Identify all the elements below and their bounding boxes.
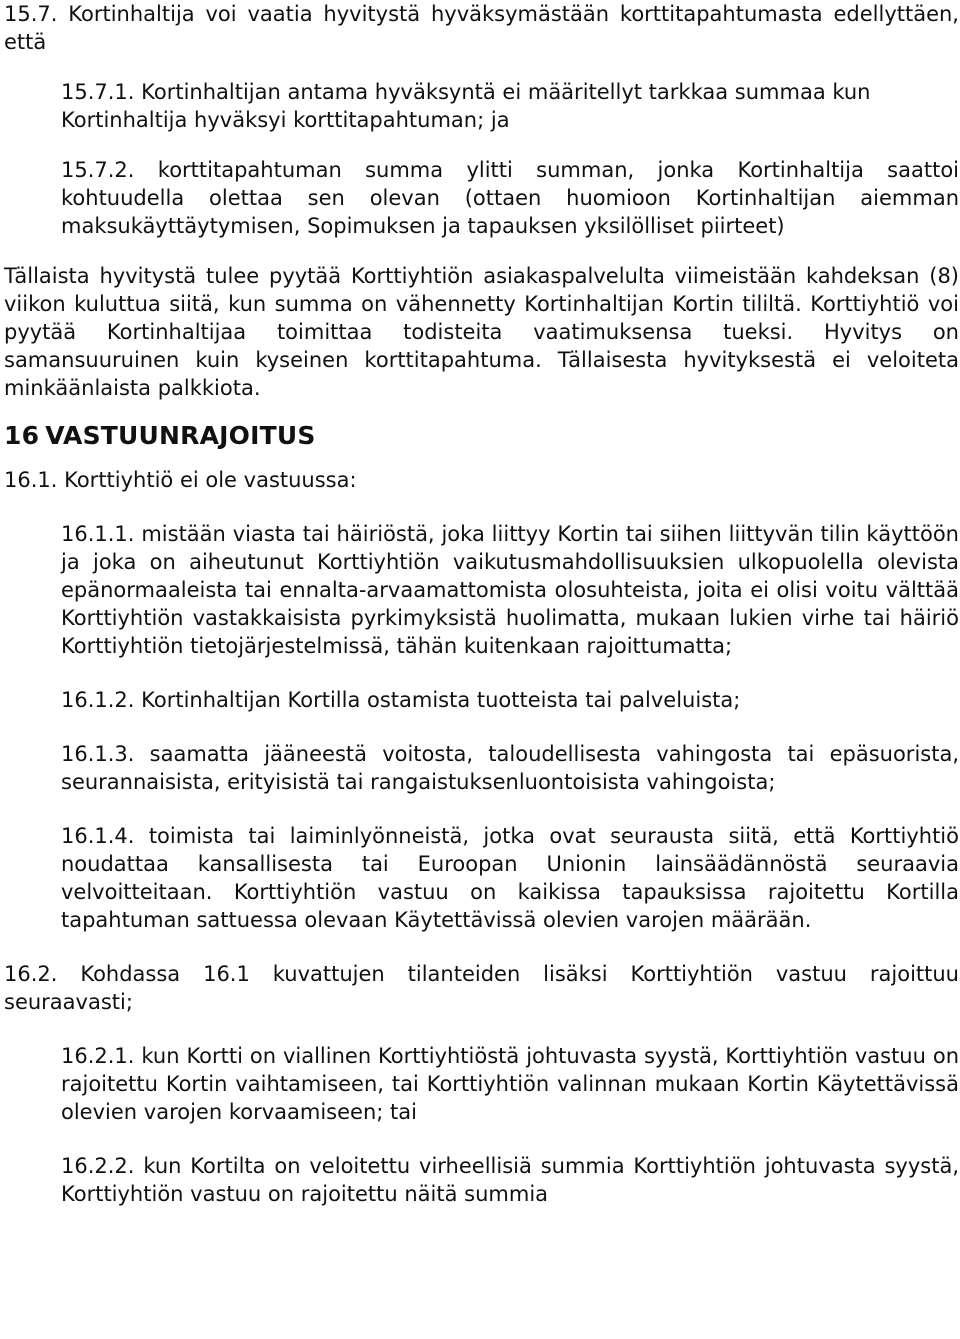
clause-16-2: 16.2. Kohdassa 16.1 kuvattujen tilanteiden lisäksi Korttiyhtiön vastuu rajoittuu seuraavasti; [4, 962, 959, 1014]
refund-request-paragraph: Tällaista hyvitystä tulee pyytää Korttiyhtiön asiakaspalvelulta viimeistään kahdeksan (8) viikon kuluttua siitä, kun summa on vähennetty Kortinhaltijan Kortin tililtä. Korttiyhtiö voi pyytää Kortinhaltijaa toimittaa todisteita vaatimuksensa tueksi. Hyvitys on samansuuruinen kuin kyseinen korttitapahtuma. Tällaisesta hyvityksestä ei veloiteta minkäänlaista palkkiota. [4, 264, 959, 400]
clause-15-7-2: 15.7.2. korttitapahtuman summa ylitti summan, jonka Kortinhaltija saattoi kohtuudella olettaa sen olevan (ottaen huomioon Kortinhaltijan aiemman maksukäyttäytymisen, Sopimuksen ja tapauksen yksilölliset piirteet) [61, 158, 959, 238]
clause-16-2-1: 16.2.1. kun Kortti on viallinen Korttiyhtiöstä johtuvasta syystä, Korttiyhtiön vastuu on rajoitettu Kortin vaihtamiseen, tai Korttiyhtiön valinnan mukaan Kortin Käytettävissä olevien varojen korvaamiseen; tai [61, 1044, 959, 1124]
clause-16-1-2: 16.1.2. Kortinhaltijan Kortilla ostamista tuotteista tai palveluista; [61, 688, 741, 712]
clause-16-1: 16.1. Korttiyhtiö ei ole vastuussa: [4, 468, 357, 492]
section-number: 16 [4, 421, 40, 450]
clause-15-7-1: 15.7.1. Kortinhaltijan antama hyväksyntä ei määritellyt tarkkaa summaa kun Kortinhaltija hyväksyi korttitapahtuman; ja [61, 80, 871, 132]
clause-16-1-1: 16.1.1. mistään viasta tai häiriöstä, joka liittyy Kortin tai siihen liittyvän tilin käyttöön ja joka on aiheutunut Korttiyhtiön vaikutusmahdollisuuksien ulkopuolella olevista epänormaaleista tai ennalta-arvaamattomista olosuhteista, joita ei olisi voitu välttää Korttiyhtiön vastakkaisista pyrkimyksistä huolimatta, mukaan lukien virhe tai häiriö Korttiyhtiön tietojärjestelmissä, tähän kuitenkaan rajoittumatta; [61, 522, 959, 658]
clause-16-1-3: 16.1.3. saamatta jääneestä voitosta, taloudellisesta vahingosta tai epäsuorista, seurannaisista, erityisistä tai rangaistuksenluontoisista vahingoista; [61, 742, 959, 794]
clause-16-1-4: 16.1.4. toimista tai laiminlyönneistä, jotka ovat seurausta siitä, että Korttiyhtiö noudattaa kansallisesta tai Euroopan Unionin lainsäädännöstä seuraavia velvoitteitaan. Korttiyhtiön vastuu on kaikissa tapauksissa rajoitettu Kortilla tapahtuman sattuessa olevaan Käytettävissä olevien varojen määrään. [61, 824, 959, 932]
section-heading [4, 418, 960, 454]
clause-16-2-2: 16.2.2. kun Kortilta on veloitettu virheellisiä summia Korttiyhtiön johtuvasta syystä, Korttiyhtiön vastuu on rajoitettu näitä summia [61, 1154, 959, 1206]
section-title: VASTUUNRAJOITUS [45, 421, 316, 450]
clause-15-7: 15.7. Kortinhaltija voi vaatia hyvitystä hyväksymästään korttitapahtumasta edellyttäen, että [4, 2, 959, 54]
